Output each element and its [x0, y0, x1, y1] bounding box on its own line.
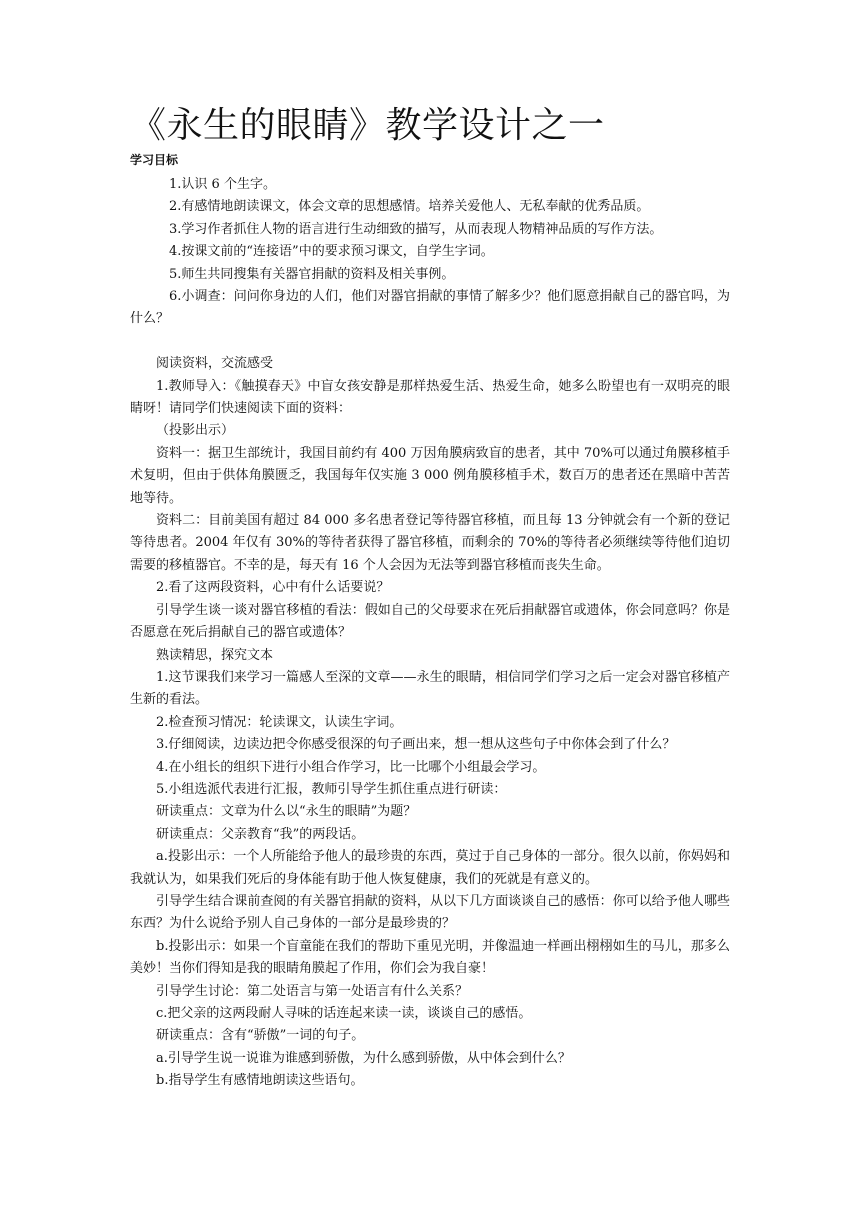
paragraph: 4.在小组长的组织下进行小组合作学习，比一比哪个小组最会学习。: [156, 759, 546, 775]
paragraph: 研读重点：含有“骄傲”一词的句子。: [156, 1028, 365, 1044]
section-heading-learning-goals: 学习目标: [130, 153, 179, 167]
paragraph: 资料二：目前美国有超过 84 000 多名患者登记等待器官移植，而且每 13 分钟就会有一个新的登记等待患者。2004 年仅有 30%的等待者获得了器官移植，而剩余的 70%的等待者必须继续等待他们迫切需要的移植器官。不幸的是，每天有 16 个人会因为无法等到器官移植而丧失生命。: [130, 513, 730, 573]
objective-item: 4.按课文前的“连接语”中的要求预习课文，自学生字词。: [169, 244, 494, 260]
document-title: 《永生的眼睛》教学设计之一: [130, 105, 605, 146]
objective-item: 3.学习作者抓住人物的语言进行生动细致的描写，从而表现人物精神品质的写作方法。: [169, 221, 663, 237]
paragraph: a.引导学生说一说谁为谁感到骄傲，为什么感到骄傲，从中体会到什么？: [156, 1050, 571, 1066]
objective-item: 1.认识 6 个生字。: [169, 177, 276, 192]
paragraph: 研读重点：文章为什么以“永生的眼睛”为题？: [156, 804, 417, 820]
paragraph: 2.看了这两段资料，心中有什么话要说？: [156, 580, 390, 596]
paragraph: 引导学生谈一谈对器官移植的看法：假如自己的父母要求在死后捐献器官或遗体，你会同意吗？你是否愿意在死后捐献自己的器官或遗体？: [130, 602, 730, 641]
paragraph: 研读重点：父亲教育“我”的两段话。: [156, 826, 365, 842]
paragraph: a.投影出示：一个人所能给予他人的最珍贵的东西，莫过于自己身体的一部分。很久以前，你妈妈和我就认为，如果我们死后的身体能有助于他人恢复健康，我们的死就是有意义的。: [130, 849, 730, 887]
spacer: [130, 331, 730, 353]
objective-item: 2.有感情地朗读课文，体会文章的思想感情。培养关爱他人、无私奉献的优秀品质。: [169, 199, 650, 215]
paragraph: c.把父亲的这两段耐人寻味的话连起来读一读，谈谈自己的感悟。: [156, 1006, 532, 1022]
paragraph: b.投影出示：如果一个盲童能在我们的帮助下重见光明，并像温迪一样画出栩栩如生的马儿，那多么美妙！当你们得知是我的眼睛角膜起了作用，你们会为我自豪！: [130, 938, 730, 977]
document-body: [130, 174, 730, 1093]
paragraph: 3.仔细阅读，边读边把令你感受很深的句子画出来，想一想从这些句子中你体会到了什么？: [156, 737, 676, 753]
section-heading-study: 熟读精思，探究文本: [156, 647, 274, 663]
section-heading-reading: 阅读资料，交流感受: [156, 356, 274, 372]
paragraph: 2.检查预习情况：轮读课文，认读生字词。: [156, 714, 403, 730]
objective-item: 5.师生共同搜集有关器官捐献的资料及相关事例。: [169, 266, 455, 282]
paragraph: b.指导学生有感情地朗读这些语句。: [156, 1073, 364, 1089]
paragraph: 1.教师导入：《触摸春天》中盲女孩安静是那样热爱生活、热爱生命，她多么盼望也有一双明亮的眼睛呀！请同学们快速阅读下面的资料：: [130, 378, 730, 417]
paragraph: （投影出示）: [156, 423, 235, 439]
paragraph: 引导学生讨论：第二处语言与第一处语言有什么关系？: [156, 983, 469, 999]
paragraph: 引导学生结合课前查阅的有关器官捐献的资料，从以下几方面谈谈自己的感悟：你可以给予他人哪些东西？为什么说给予别人自己身体的一部分是最珍贵的？: [130, 893, 730, 932]
paragraph: 5.小组选派代表进行汇报，教师引导学生抓住重点进行研读：: [156, 781, 507, 797]
paragraph: 资料一：据卫生部统计，我国目前约有 400 万因角膜病致盲的患者，其中 70%可以通过角膜移植手术复明，但由于供体角膜匮乏，我国每年仅实施 3 000 例角膜移植手术，数百万的患者还在黑暗中苦苦地等待。: [130, 445, 730, 506]
paragraph: 1.这节课我们来学习一篇感人至深的文章——永生的眼睛，相信同学们学习之后一定会对器官移植产生新的看法。: [130, 669, 730, 708]
objective-item: 6.小调查：问问你身边的人们，他们对器官捐献的事情了解多少？他们愿意捐献自己的器官吗，为什么？: [130, 289, 730, 327]
